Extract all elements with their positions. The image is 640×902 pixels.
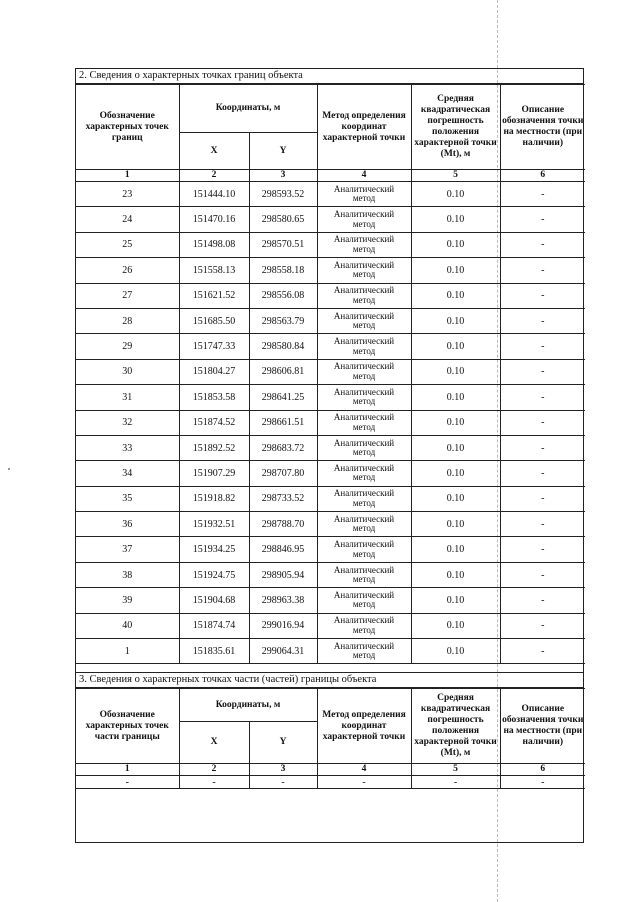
coord-y: 298661.51	[249, 410, 317, 435]
coord-x: 151498.08	[179, 232, 249, 257]
column-number: 2	[179, 764, 249, 776]
column-number: 5	[411, 170, 500, 182]
table-row	[76, 435, 585, 460]
table-row	[76, 537, 585, 562]
coord-y: 298570.51	[249, 232, 317, 257]
empty-cell: -	[179, 776, 249, 789]
column-number: 4	[317, 170, 411, 182]
table-row	[76, 359, 585, 384]
coord-y: 298905.94	[249, 562, 317, 587]
point-number: 31	[76, 385, 179, 410]
method-cell	[317, 562, 411, 587]
description: -	[500, 283, 585, 308]
coord-x: 151444.10	[179, 182, 249, 207]
section2-table	[76, 84, 585, 664]
method-cell	[317, 410, 411, 435]
header-description: Описание обозначения точки на местности (при наличии)	[500, 689, 585, 764]
method-line: метод	[352, 396, 376, 407]
description: -	[500, 182, 585, 207]
table-row	[76, 562, 585, 587]
coord-y: 298733.52	[249, 486, 317, 511]
coord-x: 151918.82	[179, 486, 249, 511]
error-value: 0.10	[411, 258, 500, 283]
coord-y: 298558.18	[249, 258, 317, 283]
blank-area	[76, 789, 583, 852]
point-number: 30	[76, 359, 179, 384]
method-cell	[317, 537, 411, 562]
coord-x: 151932.51	[179, 512, 249, 537]
description: -	[500, 588, 585, 613]
table-row	[76, 334, 585, 359]
description: -	[500, 512, 585, 537]
method-cell	[317, 435, 411, 460]
coord-y: 298846.95	[249, 537, 317, 562]
header-error: Средняя квадратическая погрешность положения характерной точки (Mt), м	[411, 689, 500, 764]
column-number: 5	[411, 764, 500, 776]
error-value: 0.10	[411, 537, 500, 562]
method-line: метод	[352, 523, 376, 534]
method-line: метод	[352, 269, 376, 280]
method-cell	[317, 588, 411, 613]
description: -	[500, 232, 585, 257]
column-number: 3	[249, 764, 317, 776]
header-description: Описание обозначения точки на местности (при наличии)	[500, 85, 585, 170]
column-number: 2	[179, 170, 249, 182]
method-line: Аналитический	[333, 259, 395, 270]
method-line: Аналитический	[333, 539, 395, 550]
description: -	[500, 359, 585, 384]
method-cell	[317, 207, 411, 232]
error-value: 0.10	[411, 207, 500, 232]
column-number: 1	[76, 170, 179, 182]
coord-x: 151924.75	[179, 562, 249, 587]
method-line: метод	[352, 574, 376, 585]
point-number: 39	[76, 588, 179, 613]
description: -	[500, 258, 585, 283]
method-cell	[317, 258, 411, 283]
table-row	[76, 588, 585, 613]
header-method: Метод определения координат характерной точки	[317, 85, 411, 170]
method-line: метод	[352, 472, 376, 483]
error-value: 0.10	[411, 359, 500, 384]
method-line: Аналитический	[333, 513, 395, 524]
method-cell	[317, 182, 411, 207]
empty-cell: -	[249, 776, 317, 789]
description: -	[500, 639, 585, 664]
method-cell	[317, 512, 411, 537]
coord-y: 299064.31	[249, 639, 317, 664]
table-row	[76, 512, 585, 537]
error-value: 0.10	[411, 639, 500, 664]
column-number: 6	[500, 764, 585, 776]
method-cell	[317, 486, 411, 511]
table-row	[76, 308, 585, 333]
description: -	[500, 207, 585, 232]
method-cell	[317, 283, 411, 308]
method-line: метод	[352, 624, 376, 635]
method-line: Аналитический	[333, 234, 395, 245]
point-number: 38	[76, 562, 179, 587]
method-line: Аналитический	[333, 285, 395, 296]
coord-y: 298563.79	[249, 308, 317, 333]
section-divider	[76, 664, 583, 673]
method-cell	[317, 461, 411, 486]
table-row	[76, 182, 585, 207]
coord-y: 298556.08	[249, 283, 317, 308]
error-value: 0.10	[411, 334, 500, 359]
header-y: Y	[249, 133, 317, 170]
description: -	[500, 410, 585, 435]
description: -	[500, 308, 585, 333]
method-line: Аналитический	[333, 310, 395, 321]
header-error: Средняя квадратическая погрешность положения характерной точки (Mt), м	[411, 85, 500, 170]
method-cell	[317, 359, 411, 384]
table-row	[76, 486, 585, 511]
coord-x: 151907.29	[179, 461, 249, 486]
method-line: метод	[352, 599, 376, 610]
document-page	[75, 68, 584, 843]
coord-x: 151904.68	[179, 588, 249, 613]
point-number: 25	[76, 232, 179, 257]
column-number: 3	[249, 170, 317, 182]
method-line: метод	[352, 294, 376, 305]
header-y: Y	[249, 722, 317, 764]
method-line: метод	[352, 650, 376, 661]
coord-y: 298963.38	[249, 588, 317, 613]
column-number: 6	[500, 170, 585, 182]
header-point-designation: Обозначение характерных точек части границы	[76, 689, 179, 764]
method-line: Аналитический	[333, 589, 395, 600]
header-x: X	[179, 722, 249, 764]
coord-x: 151470.16	[179, 207, 249, 232]
coord-x: 151558.13	[179, 258, 249, 283]
description: -	[500, 486, 585, 511]
coord-y: 299016.94	[249, 613, 317, 638]
coord-y: 298580.65	[249, 207, 317, 232]
method-line: Аналитический	[333, 183, 395, 194]
description: -	[500, 461, 585, 486]
coord-y: 298580.84	[249, 334, 317, 359]
table-row	[76, 207, 585, 232]
description: -	[500, 613, 585, 638]
column-number: 4	[317, 764, 411, 776]
table-row	[76, 385, 585, 410]
empty-cell: -	[411, 776, 500, 789]
method-cell	[317, 232, 411, 257]
method-line: метод	[352, 218, 376, 229]
coord-x: 151874.74	[179, 613, 249, 638]
header-method: Метод определения координат характерной точки	[317, 689, 411, 764]
header-coordinates: Координаты, м	[179, 85, 317, 133]
error-value: 0.10	[411, 283, 500, 308]
error-value: 0.10	[411, 232, 500, 257]
table-row	[76, 232, 585, 257]
method-line: метод	[352, 345, 376, 356]
table-row	[76, 258, 585, 283]
table-row	[76, 639, 585, 664]
coord-y: 298606.81	[249, 359, 317, 384]
method-cell	[317, 639, 411, 664]
method-line: Аналитический	[333, 361, 395, 372]
coord-x: 151853.58	[179, 385, 249, 410]
section3-title: 3. Сведения о характерных точках части (частей) границы объекта	[76, 673, 583, 688]
coord-x: 151892.52	[179, 435, 249, 460]
coord-x: 151934.25	[179, 537, 249, 562]
coord-x: 151804.27	[179, 359, 249, 384]
point-number: 23	[76, 182, 179, 207]
method-line: метод	[352, 447, 376, 458]
method-line: метод	[352, 320, 376, 331]
point-number: 32	[76, 410, 179, 435]
method-line: Аналитический	[333, 462, 395, 473]
header-point-designation: Обозначение характерных точек границ	[76, 85, 179, 170]
error-value: 0.10	[411, 308, 500, 333]
method-cell	[317, 385, 411, 410]
coord-y: 298683.72	[249, 435, 317, 460]
description: -	[500, 435, 585, 460]
error-value: 0.10	[411, 410, 500, 435]
point-number: 29	[76, 334, 179, 359]
coord-y: 298788.70	[249, 512, 317, 537]
scan-speck	[8, 468, 10, 470]
coord-x: 151685.50	[179, 308, 249, 333]
method-line: Аналитический	[333, 336, 395, 347]
point-number: 26	[76, 258, 179, 283]
method-line: метод	[352, 243, 376, 254]
error-value: 0.10	[411, 613, 500, 638]
point-number: 34	[76, 461, 179, 486]
table-row	[76, 613, 585, 638]
method-line: Аналитический	[333, 615, 395, 626]
empty-cell: -	[76, 776, 179, 789]
point-number: 33	[76, 435, 179, 460]
method-cell	[317, 613, 411, 638]
coord-x: 151747.33	[179, 334, 249, 359]
table-row	[76, 461, 585, 486]
method-line: метод	[352, 421, 376, 432]
point-number: 1	[76, 639, 179, 664]
point-number: 40	[76, 613, 179, 638]
point-number: 27	[76, 283, 179, 308]
coord-x: 151621.52	[179, 283, 249, 308]
method-line: Аналитический	[333, 564, 395, 575]
method-line: метод	[352, 548, 376, 559]
coord-x: 151835.61	[179, 639, 249, 664]
method-line: Аналитический	[333, 437, 395, 448]
error-value: 0.10	[411, 486, 500, 511]
error-value: 0.10	[411, 385, 500, 410]
header-x: X	[179, 133, 249, 170]
point-number: 28	[76, 308, 179, 333]
point-number: 24	[76, 207, 179, 232]
empty-cell: -	[500, 776, 585, 789]
description: -	[500, 385, 585, 410]
error-value: 0.10	[411, 562, 500, 587]
point-number: 36	[76, 512, 179, 537]
section2-rows	[76, 182, 585, 664]
method-line: Аналитический	[333, 640, 395, 651]
table-row	[76, 283, 585, 308]
error-value: 0.10	[411, 461, 500, 486]
table-row	[76, 410, 585, 435]
coord-y: 298707.80	[249, 461, 317, 486]
method-line: метод	[352, 370, 376, 381]
description: -	[500, 334, 585, 359]
description: -	[500, 562, 585, 587]
method-line: метод	[352, 497, 376, 508]
error-value: 0.10	[411, 512, 500, 537]
header-coordinates: Координаты, м	[179, 689, 317, 722]
point-number: 35	[76, 486, 179, 511]
error-value: 0.10	[411, 182, 500, 207]
method-line: Аналитический	[333, 209, 395, 220]
method-cell	[317, 308, 411, 333]
point-number: 37	[76, 537, 179, 562]
coord-y: 298641.25	[249, 385, 317, 410]
method-line: метод	[352, 193, 376, 204]
column-number: 1	[76, 764, 179, 776]
coord-x: 151874.52	[179, 410, 249, 435]
method-line: Аналитический	[333, 386, 395, 397]
error-value: 0.10	[411, 435, 500, 460]
method-cell	[317, 334, 411, 359]
section3-table	[76, 688, 585, 789]
empty-cell: -	[317, 776, 411, 789]
method-line: Аналитический	[333, 412, 395, 423]
method-line: Аналитический	[333, 488, 395, 499]
description: -	[500, 537, 585, 562]
coord-y: 298593.52	[249, 182, 317, 207]
section2-title: 2. Сведения о характерных точках границ объекта	[76, 69, 583, 84]
error-value: 0.10	[411, 588, 500, 613]
